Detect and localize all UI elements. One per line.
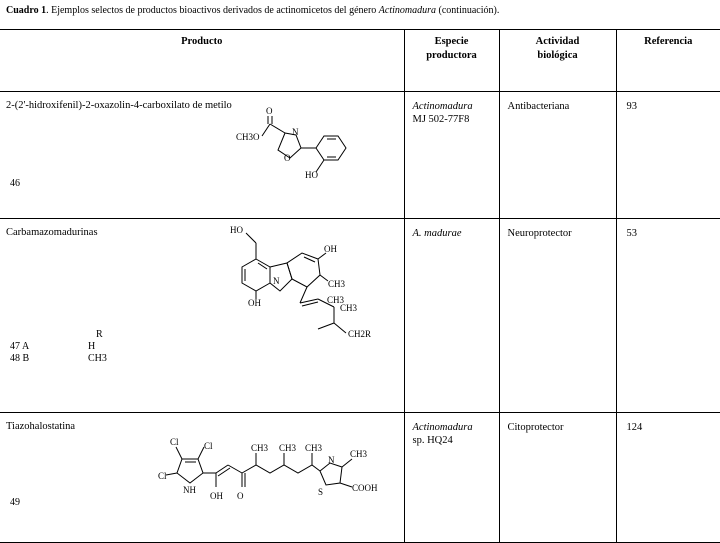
header-activity: Actividad biológica — [499, 30, 616, 92]
svg-text:CH3O: CH3O — [236, 132, 260, 142]
caption-suffix: (continuación). — [436, 5, 500, 16]
activity-cell: Neuroprotector — [499, 219, 616, 413]
header-product: Producto — [0, 30, 404, 92]
svg-text:N: N — [328, 455, 335, 465]
table-row — [0, 219, 720, 413]
compound-a: 47 A — [10, 341, 30, 352]
reference-cell: 124 — [616, 413, 720, 543]
species-cell: A. madurae — [404, 219, 499, 413]
reference-cell: 93 — [616, 92, 720, 219]
svg-text:N: N — [292, 127, 299, 137]
product-cell — [0, 219, 404, 413]
table-row — [0, 413, 720, 543]
compound-b: 48 B — [10, 353, 30, 364]
header-species: Especie productora — [404, 30, 499, 92]
svg-text:CH3: CH3 — [340, 303, 358, 313]
svg-text:CH3: CH3 — [251, 443, 269, 453]
svg-text:N: N — [273, 276, 280, 286]
caption-label: Cuadro 1 — [6, 5, 47, 16]
compound-number: 46 — [10, 178, 20, 189]
structure-49 — [0, 413, 404, 543]
svg-text:HO: HO — [305, 170, 318, 180]
table-row — [0, 92, 720, 219]
header-reference: Referencia — [616, 30, 720, 92]
svg-text:NH: NH — [183, 485, 196, 495]
product-name: 2-(2'-hidroxifenil)-2-oxazolin-4-carboxilato de metilo — [6, 100, 232, 111]
svg-text:CH3: CH3 — [350, 449, 368, 459]
svg-text:O: O — [284, 153, 291, 163]
svg-text:OH: OH — [248, 298, 261, 308]
product-name: Tiazohalostatina — [6, 421, 76, 432]
svg-text:CH3: CH3 — [327, 295, 345, 305]
svg-text:HO: HO — [230, 225, 243, 235]
svg-text:OH: OH — [324, 244, 337, 254]
svg-text:Cl: Cl — [170, 437, 179, 447]
structure-46 — [0, 92, 404, 219]
svg-text:S: S — [318, 487, 324, 497]
caption-text: . Ejemplos selectos de productos bioactivos derivados de actinomicetos del género — [46, 5, 379, 16]
structure-47-48 — [0, 219, 404, 413]
reference-cell: 53 — [616, 219, 720, 413]
svg-text:Cl: Cl — [158, 471, 167, 481]
species-cell: Actinomadura sp. HQ24 — [404, 413, 499, 543]
svg-text:O: O — [266, 106, 273, 116]
compound-number: 49 — [10, 497, 20, 508]
table-header-row — [0, 30, 720, 92]
svg-text:O: O — [237, 491, 244, 501]
r-b: CH3 — [88, 353, 107, 364]
product-cell — [0, 92, 404, 219]
svg-text:Cl: Cl — [204, 441, 213, 451]
species-cell: Actinomadura MJ 502-77F8 — [404, 92, 499, 219]
products-table — [0, 29, 720, 543]
caption-genus: Actinomadura — [378, 5, 437, 16]
table-caption — [6, 5, 499, 16]
product-cell — [0, 413, 404, 543]
svg-text:COOH: COOH — [352, 483, 378, 493]
product-name: Carbamazomadurinas — [6, 227, 98, 238]
r-header: R — [96, 329, 103, 340]
svg-text:OH: OH — [210, 491, 223, 501]
svg-text:CH3: CH3 — [328, 279, 346, 289]
svg-text:CH3: CH3 — [279, 443, 297, 453]
r-a: H — [88, 341, 96, 352]
activity-cell: Antibacteriana — [499, 92, 616, 219]
activity-cell: Citoprotector — [499, 413, 616, 543]
svg-text:CH3: CH3 — [305, 443, 323, 453]
svg-text:CH2R: CH2R — [348, 329, 372, 339]
